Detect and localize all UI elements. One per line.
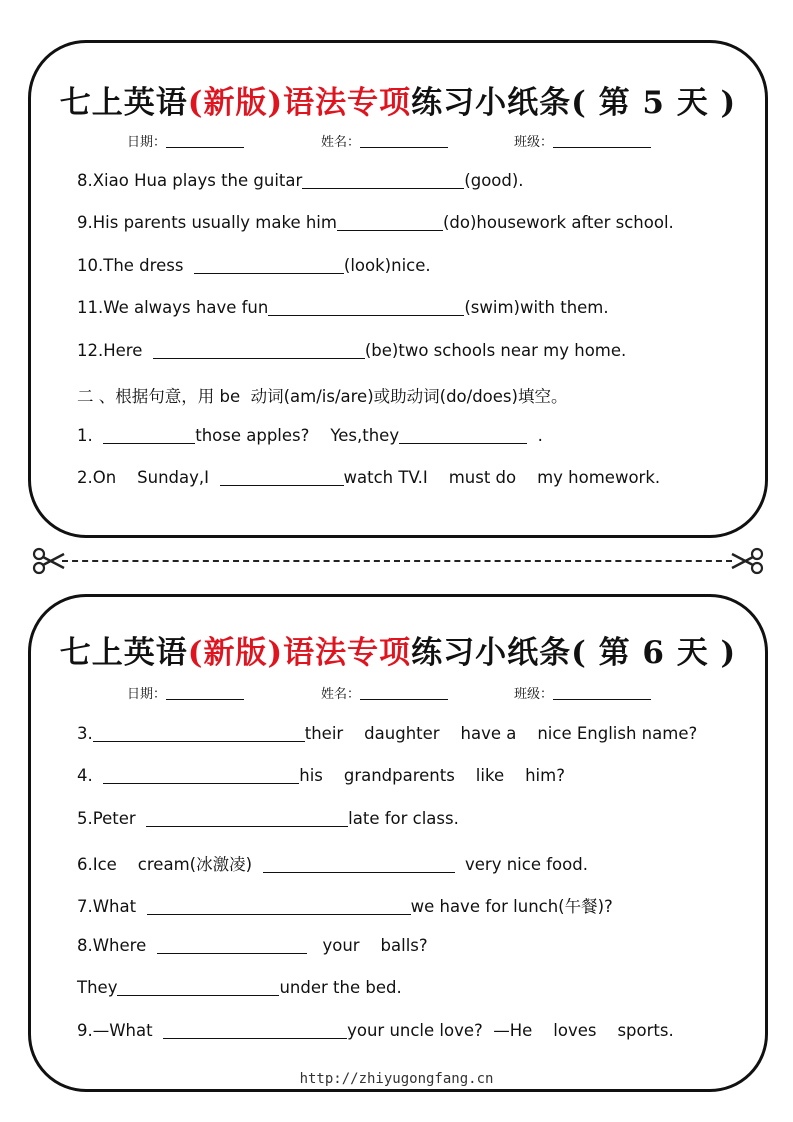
question-text: those apples? Yes,they [195,426,400,445]
question-9 [77,1021,674,1040]
question-text: your uncle love? —He loves sports. [347,1021,674,1040]
section2-question-1 [77,426,543,445]
name-field[interactable] [321,683,448,702]
date-label: 日期： [127,687,167,702]
question-text: 5.Peter [77,809,147,828]
name-label: 姓名： [321,687,361,702]
source-url[interactable]: http://zhiyugongfang.cn [299,1071,494,1087]
title-highlight: (新版)语法专项 [187,635,412,671]
question-12 [77,341,626,360]
name-label: 姓名： [321,135,361,150]
question-text: watch TV.I must do my homework. [343,468,661,487]
date-blank[interactable] [166,135,244,148]
question-text: (do)housework after school. [442,213,674,232]
question-text: under the bed. [279,978,402,997]
answer-blank[interactable] [103,428,195,444]
answer-blank[interactable] [263,857,455,873]
question-text: (be)two schools near my home. [364,341,627,360]
class-blank[interactable] [553,135,651,148]
answer-blank[interactable] [117,980,279,996]
answer-blank[interactable] [157,938,307,954]
section-2-heading: 二 、根据句意，用 be 动词(am/is/are)或助动词(do/does)填空。 [77,387,568,406]
date-field[interactable] [127,683,244,702]
question-10 [77,256,431,275]
title-part: 七上英语 [59,635,188,671]
answer-blank[interactable] [163,1023,347,1039]
name-blank[interactable] [360,135,448,148]
question-7 [77,893,613,917]
question-8 [77,171,524,190]
question-4 [77,766,565,785]
question-text: (look)nice. [343,256,431,275]
question-text: late for class. [348,809,459,828]
question-text: 1. [77,426,104,445]
title-highlight: (新版)语法专项 [187,85,412,121]
question-9 [77,213,674,232]
date-blank[interactable] [166,687,244,700]
question-11 [77,298,609,317]
card-title [31,77,765,122]
answer-blank[interactable] [153,343,365,359]
question-3 [77,724,697,743]
question-text: (good). [464,171,524,190]
answer-blank[interactable] [93,726,305,742]
class-field[interactable] [514,683,651,702]
date-field[interactable] [127,131,244,150]
answer-blank[interactable] [194,258,344,274]
date-label: 日期： [127,135,167,150]
class-field[interactable] [514,131,651,150]
class-blank[interactable] [553,687,651,700]
question-5 [77,809,459,828]
title-part: 七上英语 [59,85,188,121]
question-text: . [527,426,543,445]
name-blank[interactable] [360,687,448,700]
answer-blank[interactable] [399,428,527,444]
card-title [31,627,765,672]
question-text: 4. [77,766,104,785]
answer-blank[interactable] [302,173,464,189]
question-text: we have for lunch(午餐)? [410,897,613,916]
question-text: 12.Here [77,341,153,360]
scissors-icon [730,545,764,577]
question-text: (swim)with them. [464,298,609,317]
answer-blank[interactable] [103,768,299,784]
worksheet-card-day6 [28,594,768,1092]
question-text: 6.Ice cream(冰激凌) [77,855,263,874]
question-text: 9.His parents usually make him [77,213,337,232]
worksheet-card-day5 [28,40,768,538]
question-text: very nice food. [454,855,588,874]
title-part: 练习小纸条( 第 5 天 ) [411,85,737,121]
class-label: 班级： [514,135,554,150]
question-text: 7.What [77,897,147,916]
question-text: 2.On Sunday,I [77,468,220,487]
cut-line [62,560,732,562]
question-8 [77,936,428,955]
question-text: their daughter have a nice English name? [304,724,698,743]
question-text: 9.—What [77,1021,164,1040]
answer-blank[interactable] [337,215,443,231]
question-8-answer [77,978,402,997]
scissors-icon [32,545,66,577]
question-text: 3. [77,724,93,743]
answer-blank[interactable] [146,811,348,827]
answer-blank[interactable] [147,899,411,915]
name-field[interactable] [321,131,448,150]
question-text: 10.The dress [77,256,194,275]
title-part: 练习小纸条( 第 6 天 ) [411,635,737,671]
answer-blank[interactable] [268,300,464,316]
question-text: his grandparents like him? [299,766,565,785]
question-text: 8.Xiao Hua plays the guitar [77,171,303,190]
question-text: 8.Where [77,936,157,955]
section2-question-2 [77,468,660,487]
question-text: your balls? [306,936,428,955]
question-text: They [77,978,118,997]
question-text: 11.We always have fun [77,298,269,317]
class-label: 班级： [514,687,554,702]
answer-blank[interactable] [220,470,344,486]
question-6 [77,851,588,875]
